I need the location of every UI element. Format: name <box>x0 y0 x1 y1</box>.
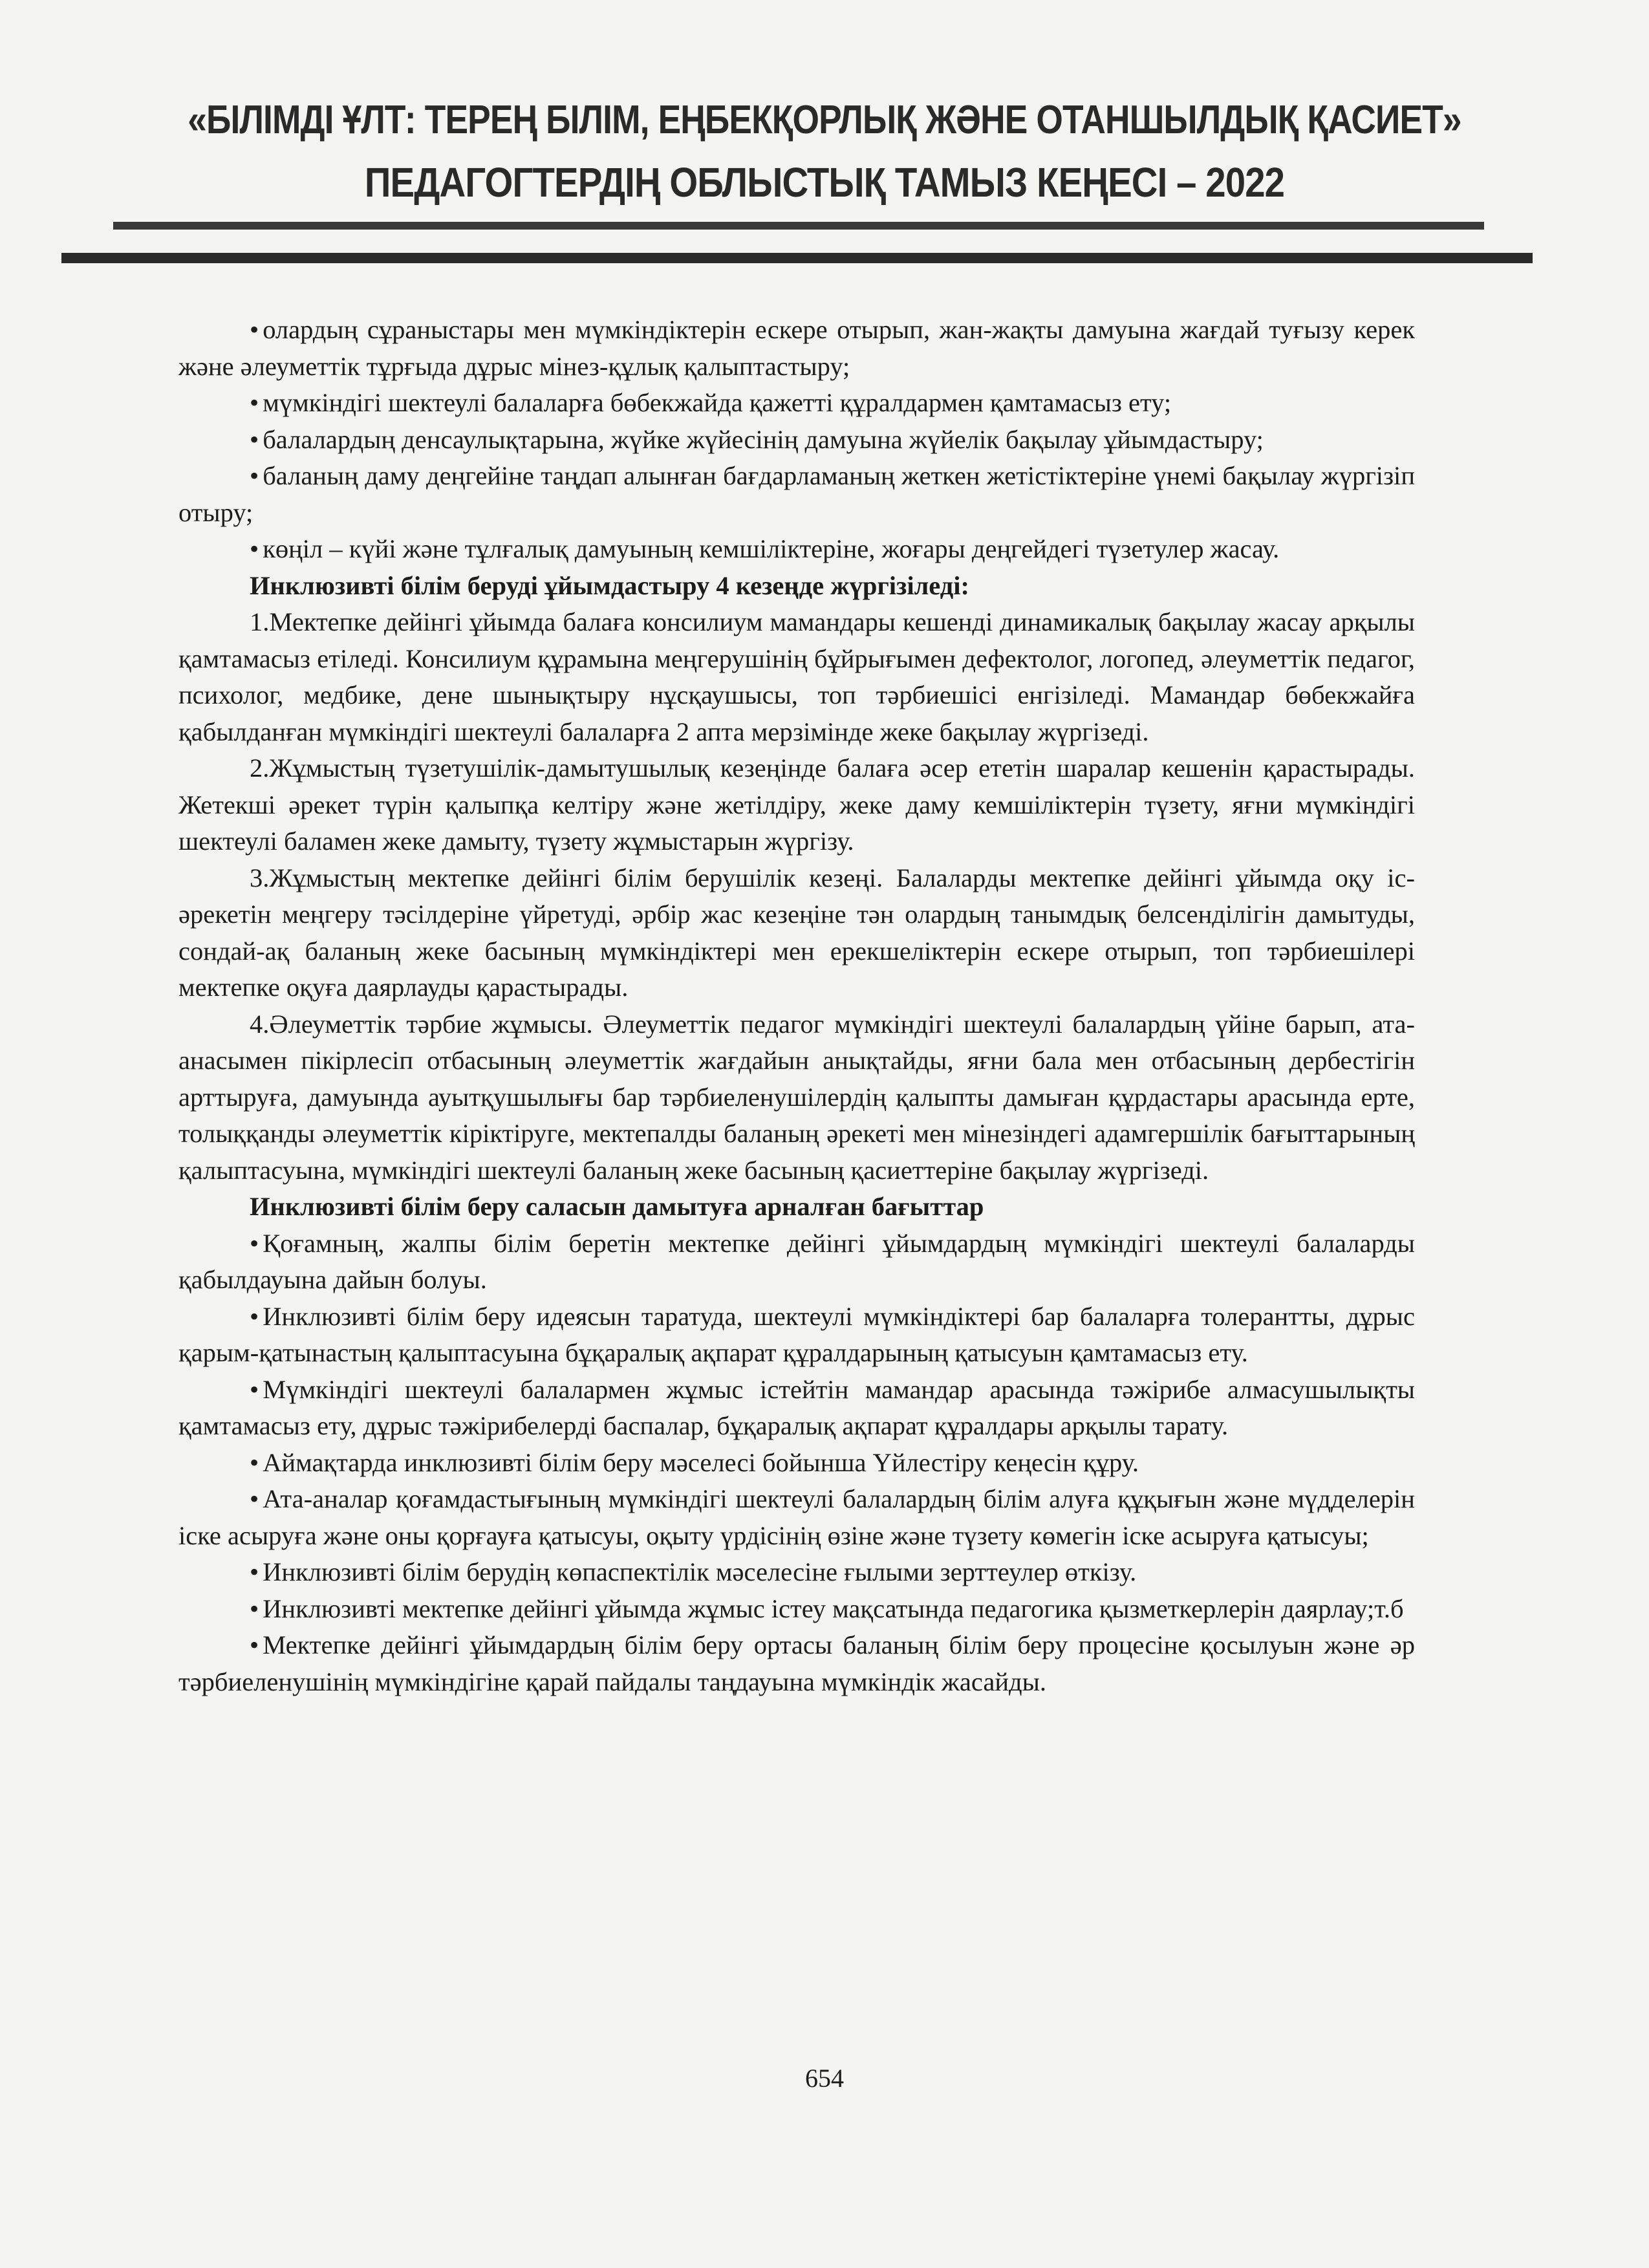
bullet-item: • Инклюзивті білім берудің көпаспектілік мәселесіне ғылыми зерттеулер өткізу. <box>178 1554 1415 1591</box>
page-number: 654 <box>805 2064 844 2093</box>
bullet-item: • балалардың денсаулықтарына, жүйке жүйесінің дамуына жүйелік бақылау ұйымдастыру; <box>178 422 1415 459</box>
header-title: «БІЛІМДІ ҰЛТ: ТЕРЕҢ БІЛІМ, ЕҢБЕКҚОРЛЫҚ ЖӘНЕ ОТАНШЫЛДЫҚ ҚАСИЕТ» <box>188 98 1461 142</box>
bullet-item: • Ата-аналар қоғамдастығының мүмкіндігі шектеулі балалардың білім алуға құқығын және мүдделерін іске асыруға және оны қорғауға қатысуы, оқыту үрдісінің өзіне және түзету көмегін іске асыруға қатысуы; <box>178 1481 1415 1554</box>
document-header <box>65 91 1584 215</box>
bullet-item: • мүмкіндігі шектеулі балаларға бөбекжайда қажетті құралдармен қамтамасыз ету; <box>178 385 1415 422</box>
bullet-item: • Мүмкіндігі шектеулі балалармен жұмыс істейтін мамандар арасында тәжірибе алмасушылықты қамтамасыз ету, дұрыс тәжірибелерді баспалар, бұқаралық ақпарат құралдары арқылы тарату. <box>178 1372 1415 1445</box>
section-heading-directions: Инклюзивті білім беру саласын дамытуға арналған бағыттар <box>250 1192 984 1221</box>
bullet-item: • Қоғамның, жалпы білім беретін мектепке дейінгі ұйымдардың мүмкіндігі шектеулі балаларды қабылдауына дайын болуы. <box>178 1226 1415 1299</box>
bullet-item: • баланың даму деңгейіне таңдап алынған бағдарламаның жеткен жетістіктеріне үнемі бақылау жүргізіп отыру; <box>178 458 1415 531</box>
header-rule-top <box>113 222 1484 230</box>
header-subtitle: ПЕДАГОГТЕРДІҢ ОБЛЫСТЫҚ ТАМЫЗ КЕҢЕСІ – 2022 <box>364 159 1285 206</box>
document-body <box>178 312 1415 1700</box>
bullet-item: • олардың сұраныстары мен мүмкіндіктерін ескере отырып, жан-жақты дамуына жағдай туғызу керек және әлеуметтік тұрғыда дұрыс мінез-құлық қалыптастыру; <box>178 312 1415 385</box>
stage-paragraph: 1.Мектепке дейінгі ұйымда балаға консилиум мамандары кешенді динамикалық бақылау жасау арқылы қамтамасыз етіледі. Консилиум құрамына меңгерушінің бұйрығымен дефектолог, логопед, әлеуметтік педагог, психолог, медбике, дене шынықтыру нұсқаушысы, топ тәрбиешісі енгізіледі. Мамандар бөбекжайға қабылданған мүмкіндігі шектеулі балаларға 2 апта мерзімінде жеке бақылау жүргізеді. <box>178 607 1415 746</box>
bullet-item: • көңіл – күйі және тұлғалық дамуының кемшіліктеріне, жоғары деңгейдегі түзетулер жасау. <box>178 531 1415 568</box>
bullet-item: • Мектепке дейінгі ұйымдардың білім беру ортасы баланың білім беру процесіне қосылуын және әр тәрбиеленушінің мүмкіндігіне қарай пайдалы таңдауына мүмкіндік жасайды. <box>178 1627 1415 1700</box>
bullet-item: • Инклюзивті білім беру идеясын таратуда, шектеулі мүмкіндіктері бар балаларға толерантты, дұрыс қарым-қатынастың қалыптасуына бұқаралық ақпарат құралдарының қатысуын қамтамасыз ету. <box>178 1299 1415 1372</box>
bullet-item: • Инклюзивті мектепке дейінгі ұйымда жұмыс істеу мақсатында педагогика қызметкерлерін даярлау;т.б <box>178 1591 1415 1628</box>
bullet-item: • Аймақтарда инклюзивті білім беру мәселесі бойынша Үйлестіру кеңесін құру. <box>178 1445 1415 1482</box>
header-rule-bottom <box>61 253 1533 263</box>
stage-paragraph: 2.Жұмыстың түзетушілік-дамытушылық кезеңінде балаға әсер ететін шаралар кешенін қарастырады. Жетекші әрекет түрін қалыпқа келтіру және жетілдіру, жеке даму кемшіліктерін түзету, яғни мүмкіндігі шектеулі баламен жеке дамыту, түзету жұмыстарын жүргізу. <box>178 753 1415 856</box>
section-heading-stages: Инклюзивті білім беруді ұйымдастыру 4 кезеңде жүргізіледі: <box>250 570 969 600</box>
stage-paragraph: 4.Әлеуметтік тәрбие жұмысы. Әлеуметтік педагог мүмкіндігі шектеулі балалардың үйіне барып, ата-анасымен пікірлесіп отбасының әлеуметтік жағдайын анықтайды, яғни бала мен отбасының дербестігін арттыруға, дамуында ауытқушылығы бар тәрбиеленушілердің қалыпты дамыған құрдастары арасында ерте, толыққанды әлеуметтік кірiктiруге, мектепалды баланың әрекеті мен мінезіндегі адамгершілік бағыттарының қалыптасуына, мүмкіндігі шектеулі баланың жеке басының қасиеттеріне бақылау жүргізеді. <box>178 1009 1415 1185</box>
stage-paragraph: 3.Жұмыстың мектепке дейінгі білім берушілік кезеңі. Балаларды мектепке дейінгі ұйымда оқу іс-әрекетін меңгеру тәсілдеріне үйретуді, әрбір жас кезеңіне тән олардың танымдық белсенділігін дамытуды, сондай-ақ баланың жеке басының мүмкіндіктері мен ерекшеліктерін ескере отырып, топ тәрбиешілері мектепке оқуға даярлауды қарастырады. <box>178 863 1415 1002</box>
